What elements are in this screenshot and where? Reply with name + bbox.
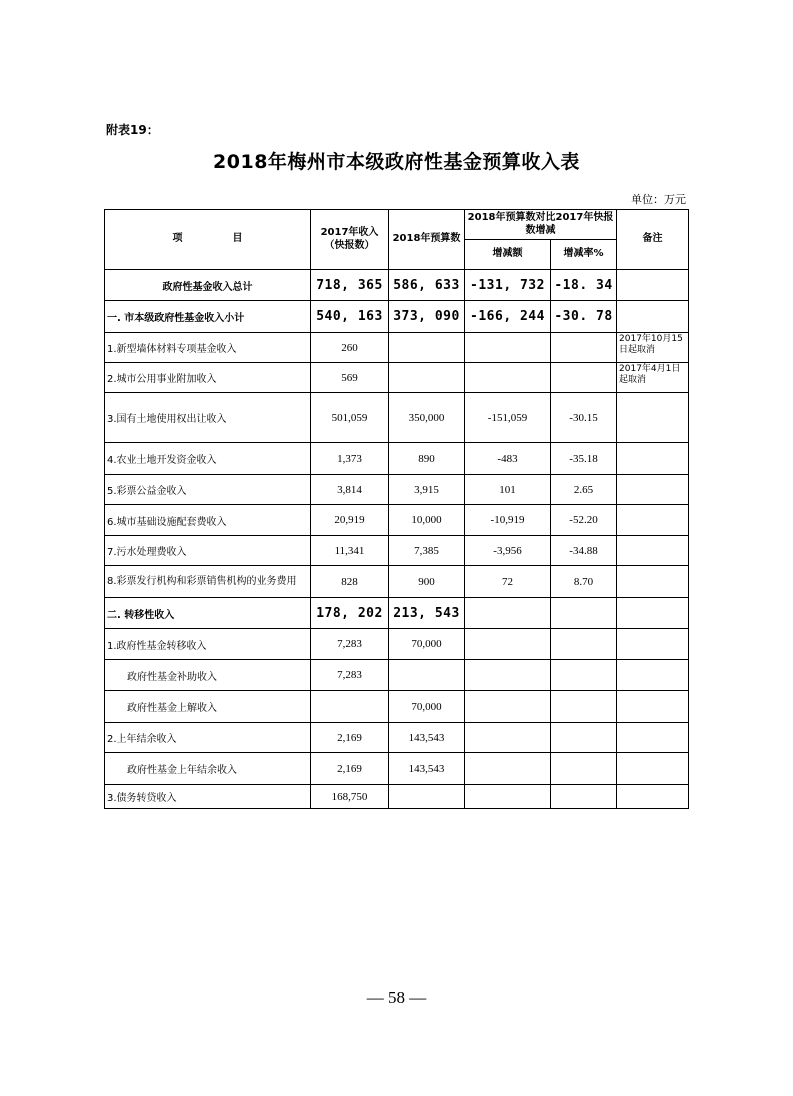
table-row bbox=[105, 660, 689, 691]
row-note bbox=[617, 505, 689, 536]
row-2017 bbox=[311, 691, 389, 723]
row-rate: -18. 34 bbox=[551, 270, 617, 301]
row-2017: 501,059 bbox=[311, 393, 389, 443]
row-name: 3.债务转贷收入 bbox=[105, 785, 311, 809]
row-2017: 2,169 bbox=[311, 723, 389, 753]
row-note bbox=[617, 270, 689, 301]
row-2017: 828 bbox=[311, 566, 389, 598]
row-2018 bbox=[389, 333, 465, 363]
table-row bbox=[105, 753, 689, 785]
row-name: 政府性基金上年结余收入 bbox=[105, 753, 311, 785]
row-2017: 540, 163 bbox=[311, 301, 389, 333]
row-2018: 900 bbox=[389, 566, 465, 598]
header-2018: 2018年预算数 bbox=[389, 210, 465, 270]
row-2018: 890 bbox=[389, 443, 465, 475]
row-note bbox=[617, 691, 689, 723]
row-name: 1.政府性基金转移收入 bbox=[105, 629, 311, 660]
row-rate bbox=[551, 785, 617, 809]
row-change bbox=[465, 629, 551, 660]
row-name: 政府性基金补助收入 bbox=[105, 660, 311, 691]
row-note: 2017年10月15日起取消 bbox=[617, 333, 689, 363]
row-2017: 11,341 bbox=[311, 536, 389, 566]
table-row bbox=[105, 691, 689, 723]
table-row bbox=[105, 393, 689, 443]
row-2018 bbox=[389, 363, 465, 393]
row-note bbox=[617, 566, 689, 598]
header-compare: 2018年预算数对比2017年快报数增减 bbox=[465, 210, 617, 240]
table-row bbox=[105, 785, 689, 809]
row-2018: 3,915 bbox=[389, 475, 465, 505]
row-2018: 70,000 bbox=[389, 691, 465, 723]
table-row bbox=[105, 536, 689, 566]
row-2018: 586, 633 bbox=[389, 270, 465, 301]
row-rate bbox=[551, 691, 617, 723]
row-2017: 168,750 bbox=[311, 785, 389, 809]
row-name: 2.上年结余收入 bbox=[105, 723, 311, 753]
header-change: 增减额 bbox=[465, 240, 551, 270]
header-2017: 2017年收入（快报数） bbox=[311, 210, 389, 270]
row-change bbox=[465, 660, 551, 691]
row-2018: 70,000 bbox=[389, 629, 465, 660]
table-row bbox=[105, 505, 689, 536]
row-rate bbox=[551, 723, 617, 753]
header-item: 项 目 bbox=[105, 210, 311, 270]
row-rate: -30. 78 bbox=[551, 301, 617, 333]
row-change: -3,956 bbox=[465, 536, 551, 566]
row-2017: 7,283 bbox=[311, 660, 389, 691]
row-note bbox=[617, 536, 689, 566]
row-change: -10,919 bbox=[465, 505, 551, 536]
annex-label: 附表19： bbox=[106, 123, 159, 137]
row-rate bbox=[551, 363, 617, 393]
row-2017: 7,283 bbox=[311, 629, 389, 660]
row-change bbox=[465, 363, 551, 393]
header-remark: 备注 bbox=[617, 210, 689, 270]
row-2018 bbox=[389, 660, 465, 691]
table-row bbox=[105, 443, 689, 475]
row-rate: -34.88 bbox=[551, 536, 617, 566]
row-rate: 8.70 bbox=[551, 566, 617, 598]
row-change bbox=[465, 691, 551, 723]
row-note bbox=[617, 443, 689, 475]
row-2017: 3,814 bbox=[311, 475, 389, 505]
row-note bbox=[617, 753, 689, 785]
row-rate: -52.20 bbox=[551, 505, 617, 536]
table-row bbox=[105, 475, 689, 505]
table-row bbox=[105, 598, 689, 629]
row-note bbox=[617, 785, 689, 809]
row-name: 8.彩票发行机构和彩票销售机构的业务费用 bbox=[105, 566, 311, 598]
row-rate bbox=[551, 333, 617, 363]
row-name: 政府性基金收入总计 bbox=[105, 270, 311, 301]
row-2018: 213, 543 bbox=[389, 598, 465, 629]
row-2018: 373, 090 bbox=[389, 301, 465, 333]
table-row bbox=[105, 566, 689, 598]
row-2017: 569 bbox=[311, 363, 389, 393]
row-change: -166, 244 bbox=[465, 301, 551, 333]
row-rate bbox=[551, 660, 617, 691]
row-change: -483 bbox=[465, 443, 551, 475]
row-note: 2017年4月1日起取消 bbox=[617, 363, 689, 393]
row-name: 4.农业土地开发资金收入 bbox=[105, 443, 311, 475]
row-rate: 2.65 bbox=[551, 475, 617, 505]
row-note bbox=[617, 475, 689, 505]
row-name: 6.城市基础设施配套费收入 bbox=[105, 505, 311, 536]
row-name: 5.彩票公益金收入 bbox=[105, 475, 311, 505]
row-2018: 143,543 bbox=[389, 753, 465, 785]
row-change: -151,059 bbox=[465, 393, 551, 443]
row-note bbox=[617, 393, 689, 443]
row-note bbox=[617, 629, 689, 660]
page-title: 2018年梅州市本级政府性基金预算收入表 bbox=[213, 151, 580, 173]
table-row bbox=[105, 333, 689, 363]
row-rate bbox=[551, 753, 617, 785]
row-rate: -30.15 bbox=[551, 393, 617, 443]
table-row bbox=[105, 629, 689, 660]
row-change bbox=[465, 785, 551, 809]
budget-table bbox=[104, 209, 689, 809]
unit-label: 单位：万元 bbox=[631, 193, 686, 206]
row-2017: 260 bbox=[311, 333, 389, 363]
row-rate bbox=[551, 598, 617, 629]
row-change bbox=[465, 333, 551, 363]
row-2017: 20,919 bbox=[311, 505, 389, 536]
row-2018: 143,543 bbox=[389, 723, 465, 753]
table-row bbox=[105, 270, 689, 301]
row-name: 3.国有土地使用权出让收入 bbox=[105, 393, 311, 443]
row-2017: 178, 202 bbox=[311, 598, 389, 629]
row-name: 1.新型墙体材料专项基金收入 bbox=[105, 333, 311, 363]
row-name: 一. 市本级政府性基金收入小计 bbox=[105, 301, 311, 333]
row-2017: 718, 365 bbox=[311, 270, 389, 301]
row-change: -131, 732 bbox=[465, 270, 551, 301]
row-2017: 2,169 bbox=[311, 753, 389, 785]
row-2018: 7,385 bbox=[389, 536, 465, 566]
row-change: 72 bbox=[465, 566, 551, 598]
table-row bbox=[105, 363, 689, 393]
row-change bbox=[465, 753, 551, 785]
row-note bbox=[617, 598, 689, 629]
table-row bbox=[105, 301, 689, 333]
row-2018: 350,000 bbox=[389, 393, 465, 443]
row-2018: 10,000 bbox=[389, 505, 465, 536]
page-number: — 58 — bbox=[366, 988, 427, 1007]
row-name: 7.污水处理费收入 bbox=[105, 536, 311, 566]
row-name: 二. 转移性收入 bbox=[105, 598, 311, 629]
row-note bbox=[617, 723, 689, 753]
row-name: 政府性基金上解收入 bbox=[105, 691, 311, 723]
row-change: 101 bbox=[465, 475, 551, 505]
row-note bbox=[617, 301, 689, 333]
row-2017: 1,373 bbox=[311, 443, 389, 475]
row-note bbox=[617, 660, 689, 691]
table-row bbox=[105, 723, 689, 753]
row-change bbox=[465, 723, 551, 753]
row-name: 2.城市公用事业附加收入 bbox=[105, 363, 311, 393]
row-2018 bbox=[389, 785, 465, 809]
row-rate bbox=[551, 629, 617, 660]
row-change bbox=[465, 598, 551, 629]
row-rate: -35.18 bbox=[551, 443, 617, 475]
header-rate: 增减率% bbox=[551, 240, 617, 270]
